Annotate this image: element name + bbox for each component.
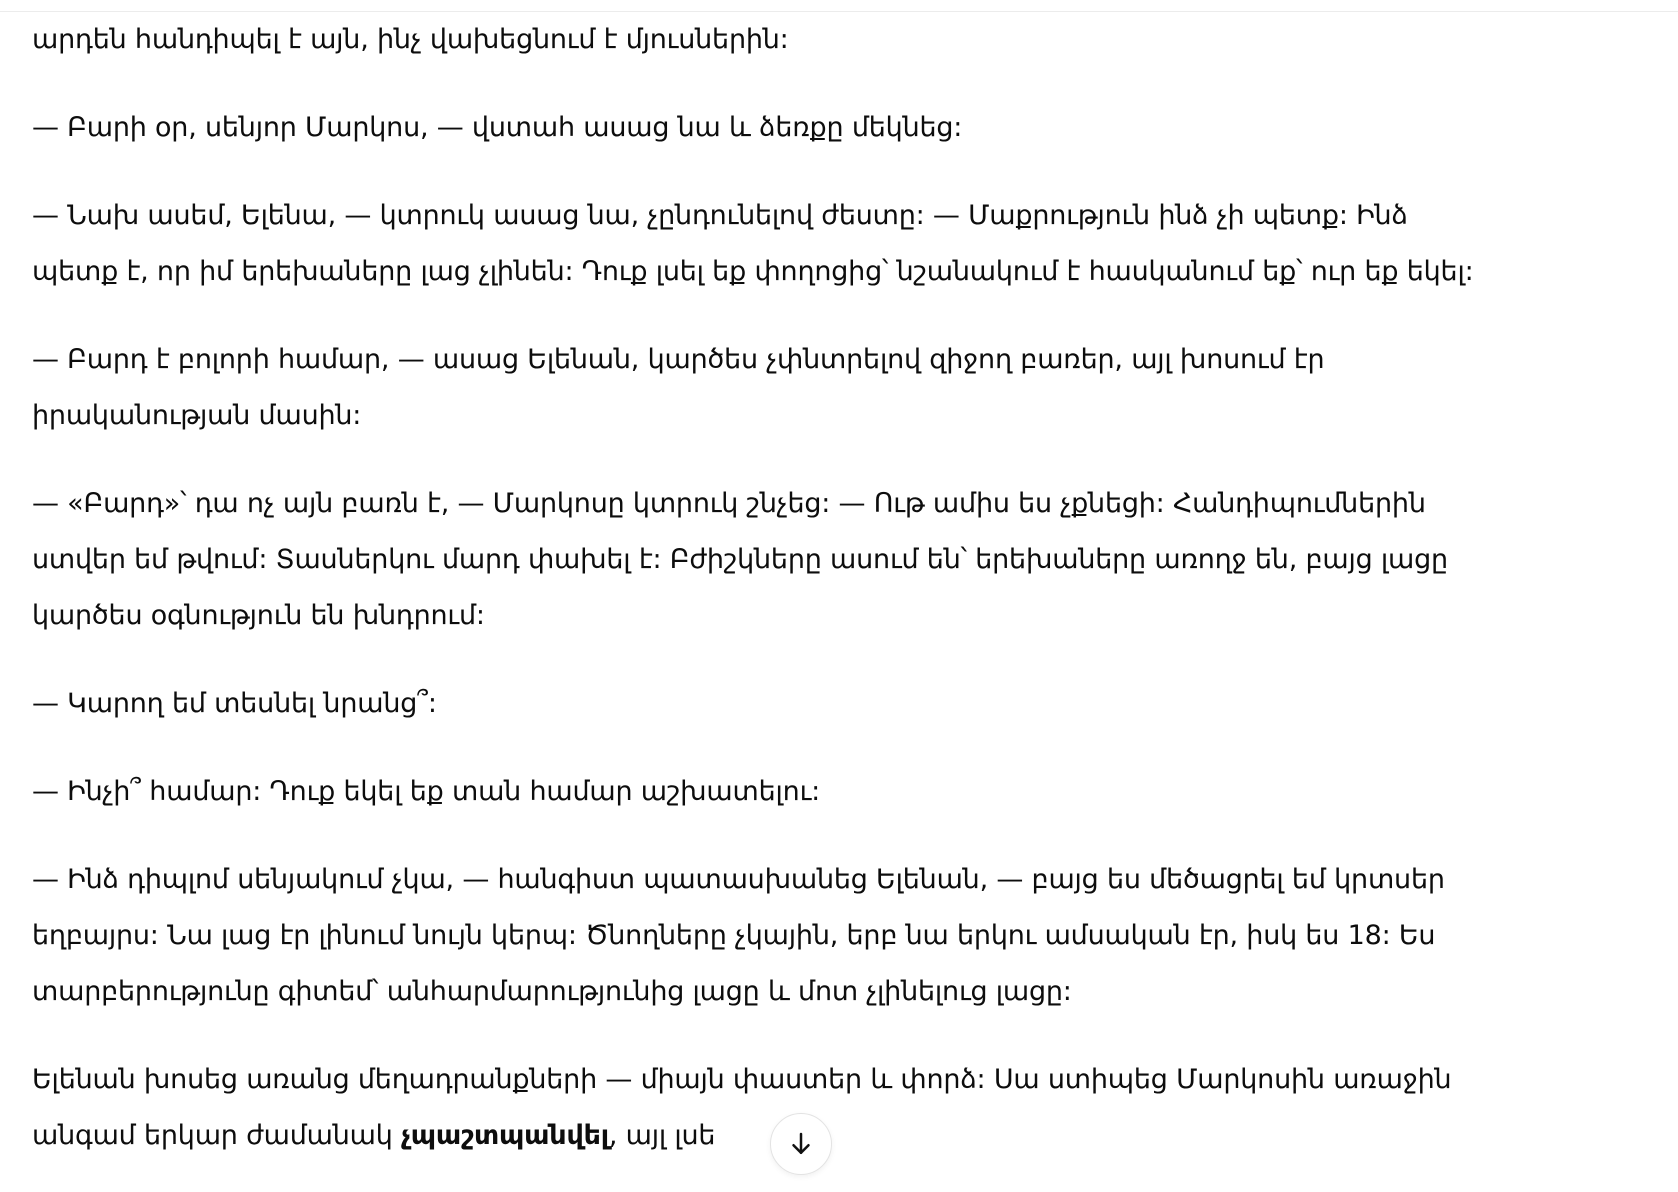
- scroll-to-bottom-button[interactable]: [770, 1113, 832, 1175]
- paragraph-1: արդեն հանդիպել է այն, ինչ վախեցնում է մյուսներին:: [32, 24, 789, 55]
- paragraph-4: — Բարդ է բոլորի համար, — ասաց Ելենան, կարծես չփնտրելով զիջող բառեր, այլ խոսում էր իրականության մասին:: [32, 344, 1325, 431]
- paragraph-8: — Ինձ դիպլոմ սենյակում չկա, — հանգիստ պատասխանեց Ելենան, — բայց ես մեծացրել եմ կրտսեր եղբայրս: Նա լաց էր լինում նույն կերպ: Ծնողները չկային, երբ նա երկու ամսական էր, իսկ ես 18: Ես տարբերությունը գիտեմ՝ անհարմարությունից լացը և մոտ չլինելուց լացը:: [32, 864, 1445, 1007]
- bottom-fade: [0, 1178, 1678, 1192]
- paragraph-6: — Կարող եմ տեսնել նրանց՞:: [32, 688, 437, 719]
- arrow-down-icon: [786, 1129, 816, 1159]
- paragraph-9-text-b: , այլ լսե: [608, 1120, 716, 1151]
- paragraph-5: — «Բարդ»՝ դա ոչ այն բառն է, — Մարկոսը կտրուկ շնչեց: — Ութ ամիս ես չքնեցի: Հանդիպումներին ստվեր եմ թվում: Տասներկու մարդ փախել է: Բժիշկները ասում են՝ երեխաները առողջ են, բայց լացը կարծես օգնություն են խնդրում:: [32, 488, 1448, 631]
- paragraph-9-bold-text: չպաշտպանվել: [401, 1120, 609, 1151]
- paragraph-7: — Ինչի՞ համար: Դուք եկել եք տան համար աշխատելու:: [32, 776, 820, 807]
- paragraph-9-text-a: Ելենան խոսեց առանց մեղադրանքների — միայն փաստեր և փորձ: Սա ստիպեց Մարկոսին առաջին անգամ երկար ժամանակ: [32, 1064, 1452, 1151]
- top-divider: [0, 0, 1678, 12]
- paragraph-3: — Նախ ասեմ, Ելենա, — կտրուկ ասաց նա, չընդունելով ժեստը: — Մաքրություն ինձ չի պետք: Ինձ պետք է, որ իմ երեխաները լաց չլինեն: Դուք լսել եք փողոցից՝ նշանակում է հասկանում եք՝ ուր եք եկել:: [32, 200, 1474, 287]
- article-body: [32, 12, 1612, 1164]
- paragraph-2: — Բարի օր, սենյոր Մարկոս, — վստահ ասաց նա և ձեռքը մեկնեց:: [32, 112, 963, 143]
